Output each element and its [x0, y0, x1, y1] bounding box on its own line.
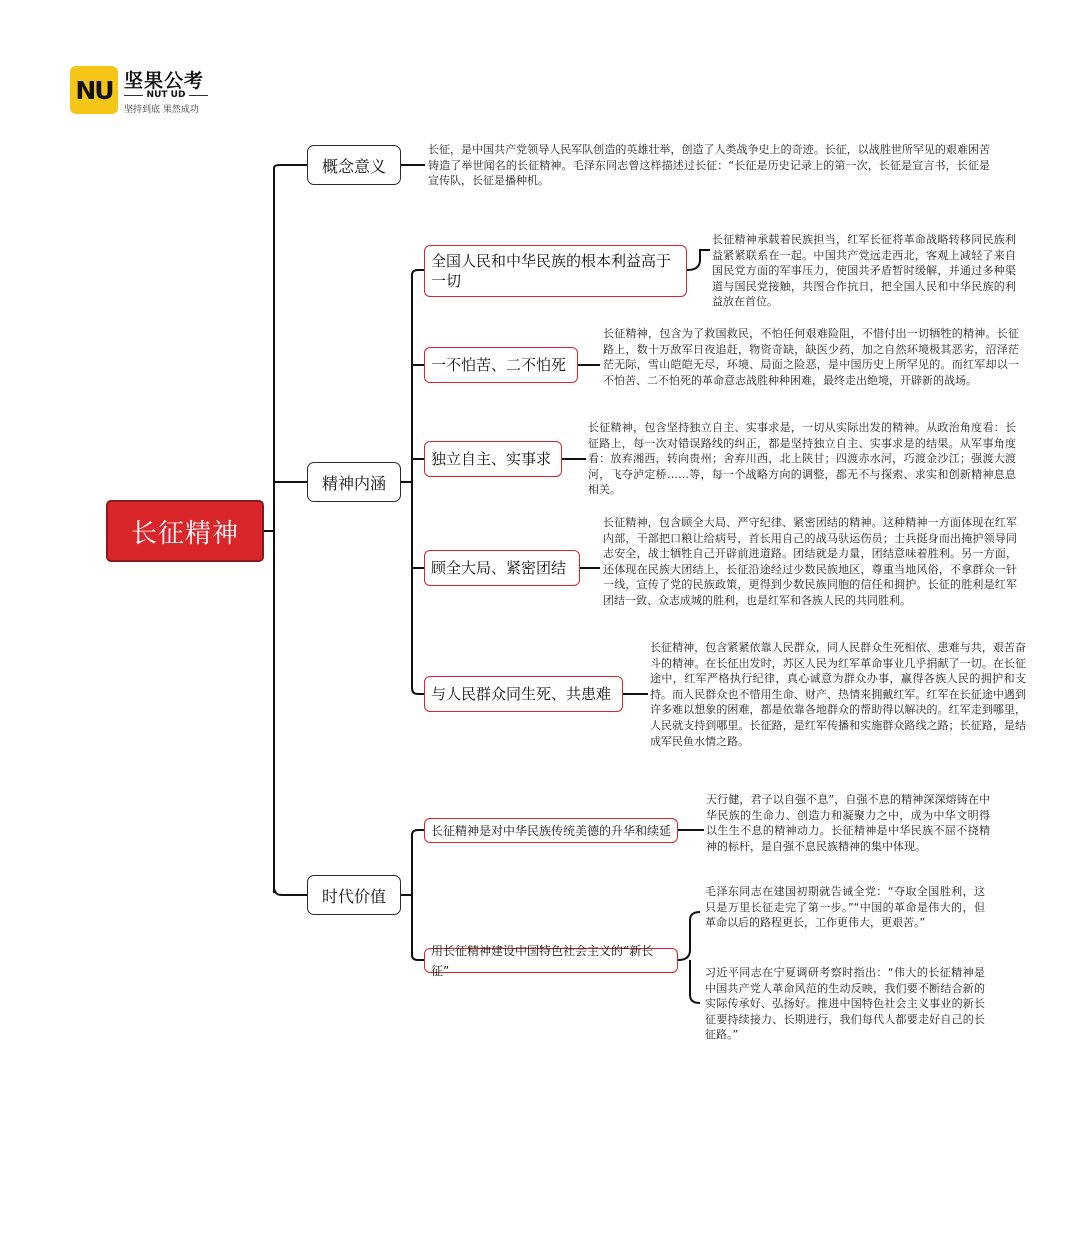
- node-spirit-5-label: 与人民群众同生死、共患难: [431, 685, 612, 703]
- logo-rule-left: [124, 95, 143, 96]
- spirit-1-text: 长征精神承载着民族担当，红军长征将革命战略转移同民族利益紧紧联系在一起。中国共产党远走西北，客观上减轻了来自国民党方面的军事压力，使国共矛盾暂时缓解，并通过多种渠道与国民党接触，共图合作抗日，把全国人民和中华民族的利益放在首位。: [712, 233, 1016, 309]
- logo-subtitle: [124, 90, 208, 100]
- connector-spirit-1: [412, 270, 424, 275]
- connector-root-concept: [274, 165, 307, 168]
- node-era-1[interactable]: [424, 818, 678, 843]
- spirit-5-text: 长征精神，包含紧紧依靠人民群众，同人民群众生死相依、患难与共，艰苦奋斗的精神。在长征出发时，苏区人民为红军革命事业几乎捐献了一切。在长征途中，红军严格执行纪律，真心诚意为群众办事，赢得各族人民的拥护和支持。而人民群众也不惜用生命、财产、热情来拥戴红军。红军在长征途中遇到许多难以想象的困难，都是依靠各地群众的帮助得以解决的。红军走到哪里，人民就支持到哪里。长征路，是红军传播和实施群众路线之路；长征路，是结成军民鱼水情之路。: [650, 641, 1026, 748]
- era-1-text: 天行健，君子以自强不息”，自强不息的精神深深熔铸在中华民族的生命力、创造力和凝聚力之中，成为中华文明得以生生不息的精神动力。长征精神是中华民族不屈不挠精神的标杆，是自强不息民族精神的集中体现。: [706, 793, 990, 853]
- spirit-4-text: 长征精神，包含顾全大局、严守纪律、紧密团结的精神。这种精神一方面体现在红军内部，干部把口粮让给病号，首长用自己的战马驮运伤员；士兵挺身而出掩护领导同志安全，战士牺牲自己开辟前进道路。团结就是力量，团结意味着胜利。另一方面，还体现在民族大团结上，长征沿途经过少数民族地区，尊重当地风俗，不拿群众一针一线，宣传了党的民族政策，更得到少数民族同胞的信任和拥护。长征的胜利是红军团结一致、众志成城的胜利，也是红军和各族人民的共同胜利。: [603, 516, 1017, 607]
- logo-title: 坚果公考: [124, 70, 205, 92]
- node-era-2-label: 用长征精神建设中国特色社会主义的“新长征”: [431, 943, 654, 978]
- node-era[interactable]: 时代价值: [307, 875, 401, 915]
- spirit-3-text: 长征精神，包含坚持独立自主、实事求是，一切从实际出发的精神。从政治角度看：长征路上，每一次对错误路线的纠正，都是坚持独立自主、实事求是的结果。从军事角度看：放弃湘西，转向贵州；舍弃川西，北上陕甘；四渡赤水河，巧渡金沙江；强渡大渡河，飞夺泸定桥……等，每一个战略方向的调整，都无不与探索、求实和创新精神息息相关。: [588, 421, 1016, 497]
- era-2-text-2: 习近平同志在宁夏调研考察时指出：“伟大的长征精神是中国共产党人革命风范的生动反映，我们要不断结合新的实际传承好、弘扬好。推进中国特色社会主义事业的新长征要持续接力、长期进行，我们每代人都要走好自己的长征路。”: [705, 966, 985, 1042]
- logo-subtitle-text: NUT UD: [146, 90, 186, 100]
- node-spirit-4-label: 顾全大局、紧密团结: [431, 559, 567, 577]
- connector-era-text-3: [690, 960, 700, 1003]
- node-era-2[interactable]: [424, 943, 678, 978]
- concept-text: 长征，是中国共产党领导人民军队创造的英雄壮举，创造了人类战争史上的奇迹。长征，以战胜世所罕见的艰难困苦铸造了举世闻名的长征精神。毛泽东同志曾这样描述过长征：“长征是历史记录上的第一次，长征是宣言书，长征是宣传队，长征是播种机。: [428, 143, 990, 188]
- connector-era-text-2: [678, 912, 700, 960]
- era-2-text-1: 毛泽东同志在建国初期就告诫全党：“夺取全国胜利，这只是万里长征走完了第一步。”“中国的革命是伟大的，但革命以后的路程更长，工作更伟大，更艰苦。”: [705, 885, 985, 930]
- connector-spirit-text-1: [687, 250, 710, 270]
- connector-root-era: [274, 887, 307, 895]
- node-spirit[interactable]: 精神内涵: [307, 462, 401, 502]
- logo-rule-right: [189, 95, 208, 96]
- node-era-1-label: 长征精神是对中华民族传统美德的升华和续延: [431, 823, 672, 838]
- connector-era-2: [412, 955, 424, 960]
- node-spirit-2[interactable]: [424, 347, 578, 383]
- node-spirit-4[interactable]: [424, 550, 580, 586]
- logo-slogan: 坚持到底 果然成功: [124, 105, 199, 115]
- node-spirit-1-label: 全国人民和中华民族的根本利益高于一切: [431, 252, 672, 290]
- node-spirit-5[interactable]: [424, 676, 623, 712]
- node-spirit-3-label: 独立自主、实事求: [431, 450, 552, 468]
- root-node[interactable]: 长征精神: [106, 500, 264, 562]
- node-spirit-1[interactable]: [424, 245, 687, 297]
- logo-mark: NU: [70, 66, 118, 114]
- spirit-2-text: 长征精神，包含为了救国救民，不怕任何艰难险阻，不惜付出一切牺牲的精神。长征路上，数十万敌军日夜追赶，物资奇缺，缺医少药，加之自然环境极其恶劣，沼泽茫茫无际，雪山皑皑无尽，环境、局面之险恶，是中国历史上所罕见的。而红军却以一不怕苦、二不怕死的革命意志战胜种种困难，最终走出绝境，开辟新的战场。: [603, 327, 1019, 387]
- connector-era-1: [412, 830, 424, 835]
- node-spirit-2-label: 一不怕苦、二不怕死: [431, 356, 567, 374]
- connector-spirit-5: [412, 688, 424, 694]
- node-spirit-3[interactable]: [424, 441, 562, 477]
- node-concept[interactable]: 概念意义: [307, 145, 401, 185]
